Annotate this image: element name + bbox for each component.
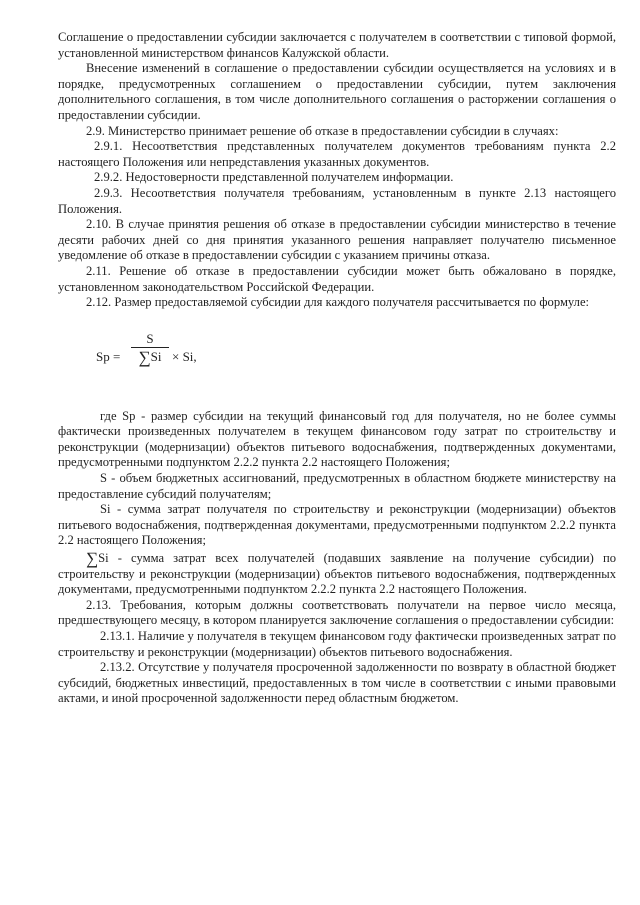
paragraph-si-definition: Si - сумма затрат получателя по строительству и реконструкции (модернизации) объектов питьевого водоснабжения, подтвержденная документами, предусмотренными подпунктом 2.2.2 пункта 2.2 настоящего Положения; <box>58 502 616 548</box>
formula-rhs: × Si, <box>172 348 197 364</box>
paragraph-sp-definition: где Sp - размер субсидии на текущий финансовый год для получателя, но не более суммы фактически произведенных получателем в текущем финансовом году затрат по строительству и реконструкции (модернизации) объектов питьевого водоснабжения, подтвержденных документами, предусмотренными подпунктом 2.2.2 пункта 2.2 настоящего Положения; <box>58 408 616 470</box>
formula-fraction <box>131 330 169 368</box>
formula-denominator-group <box>131 348 169 368</box>
paragraph-agreement-changes: Внесение изменений в соглашение о предоставлении субсидии осуществляется на условиях и в порядке, предусмотренных соглашением о предоставлении субсидии, путем заключения дополнительного соглашения, в том числе дополнительного соглашения о расторжении соглашения о предоставлении субсидии. <box>58 61 616 122</box>
subsidy-formula <box>96 329 616 395</box>
paragraph-2-13-2: 2.13.2. Отсутствие у получателя просроченной задолженности по возврату в областной бюджет субсидий, бюджетных инвестиций, предоставленных в том числе в соответствии с иными правовыми актами, и иной просроченной задолженности перед областным бюджетом. <box>58 660 616 706</box>
paragraph-2-13: 2.13. Требования, которым должны соответствовать получатели на первое число месяца, предшествующего месяцу, в котором планируется заключение соглашения о предоставлении субсидии: <box>58 597 616 628</box>
paragraph-2-9-1: 2.9.1. Несоответствия представленных получателем документов требованиям пункта 2.2 настоящего Положения или непредставления указанных документов. <box>58 139 616 169</box>
paragraph-sum-si-definition <box>58 549 616 598</box>
sigma-symbol: ∑ <box>138 348 151 368</box>
paragraph-agreement-form: Соглашение о предоставлении субсидии заключается с получателем в соответствии с типовой формой, установленной министерством финансов Калужской области. <box>58 30 616 60</box>
paragraph-2-13-1: 2.13.1. Наличие у получателя в текущем финансовом году фактически произведенных затрат по строительству и реконструкции (модернизации) объектов питьевого водоснабжения. <box>58 629 616 659</box>
paragraph-2-9-2: 2.9.2. Недостоверности представленной получателем информации. <box>94 170 454 185</box>
paragraph-s-definition: S - объем бюджетных ассигнований, предусмотренных в областном бюджете министерству на предоставление субсидий получателям; <box>58 471 616 501</box>
formula-lhs: Sp = <box>96 348 121 364</box>
paragraph-2-10: 2.10. В случае принятия решения об отказе в предоставлении субсидии министерство в течение десяти рабочих дней со дня принятия указанного решения направляет получателю письменное уведомление об отказе в предоставлении субсидии с указанием причины отказа. <box>58 217 616 263</box>
sigma-symbol-inline: ∑ <box>86 549 99 569</box>
sum-si-text: Si - сумма затрат всех получателей (подавших заявление на получение субсидии) по строительству и реконструкции (модернизации) объектов питьевого водоснабжения, подтвержденных документами, предусмотренными подпунктом 2.2.2 пункта 2.2 настоящего Положения. <box>58 551 616 597</box>
paragraph-2-9-3: 2.9.3. Несоответствия получателя требованиям, установленным в пункте 2.13 настоящего Положения. <box>58 185 616 216</box>
formula-numerator: S <box>146 330 154 346</box>
document-page <box>58 30 616 707</box>
paragraph-2-9: 2.9. Министерство принимает решение об отказе в предоставлении субсидии в случаях: <box>86 123 559 138</box>
formula-denominator: Si <box>150 349 162 365</box>
paragraph-2-11: 2.11. Решение об отказе в предоставлении субсидии может быть обжаловано в порядке, установленном законодательством Российской Федерации. <box>58 263 616 294</box>
paragraph-2-12: 2.12. Размер предоставляемой субсидии для каждого получателя рассчитывается по формуле: <box>86 295 590 310</box>
